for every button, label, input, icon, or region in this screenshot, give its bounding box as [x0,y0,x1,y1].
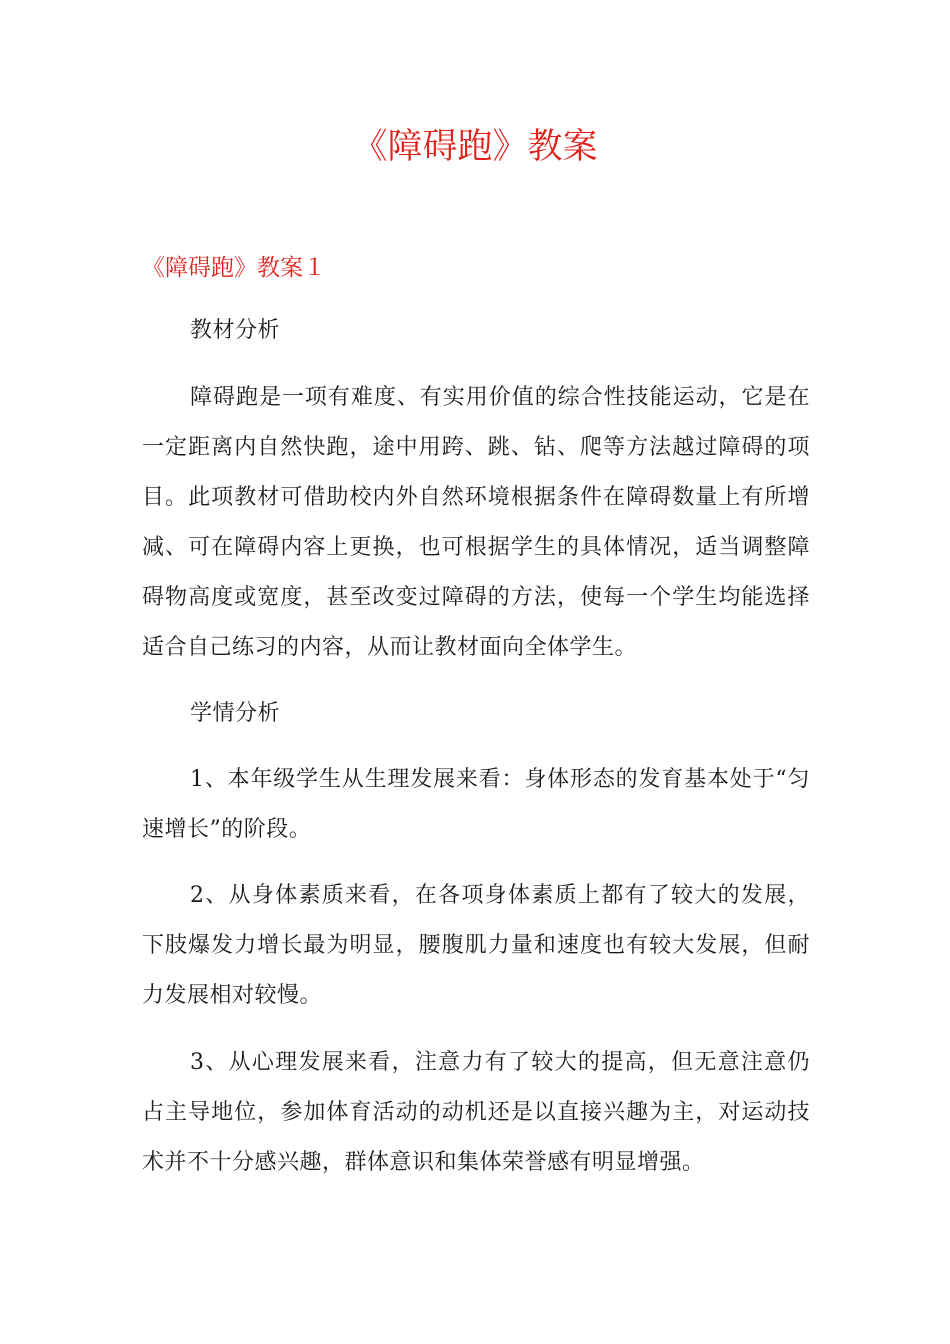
section-title: 《障碍跑》教案１ [142,255,326,281]
paragraph-material-analysis: 障碍跑是一项有难度、有实用价值的综合性技能运动，它是在一定距离内自然快跑，途中用跨、跳、钻、爬等方法越过障碍的项目。此项教材可借助校内外自然环境根据条件在障碍数量上有所增减、可在障碍内容上更换，也可根据学生的具体情况，适当调整障碍物高度或宽度，甚至改变过障碍的方法，使每一个学生均能选择适合自己练习的内容，从而让教材面向全体学生。 [142,385,810,660]
paragraph-point-2: 2、从身体素质来看，在各项身体素质上都有了较大的发展，下肢爆发力增长最为明显，腰腹肌力量和速度也有较大发展，但耐力发展相对较慢。 [142,883,810,1008]
paragraph-point-3: 3、从心理发展来看，注意力有了较大的提高，但无意注意仍占主导地位，参加体育活动的动机还是以直接兴趣为主，对运动技术并不十分感兴趣，群体意识和集体荣誉感有明显增强。 [142,1050,810,1175]
document-title: 《障碍跑》教案 [352,127,598,167]
subheading-student-analysis: 学情分析 [190,701,281,726]
subheading-material-analysis: 教材分析 [190,318,281,343]
paragraph-point-1: 1、本年级学生从生理发展来看：身体形态的发育基本处于“匀速增长”的阶段。 [142,767,810,842]
